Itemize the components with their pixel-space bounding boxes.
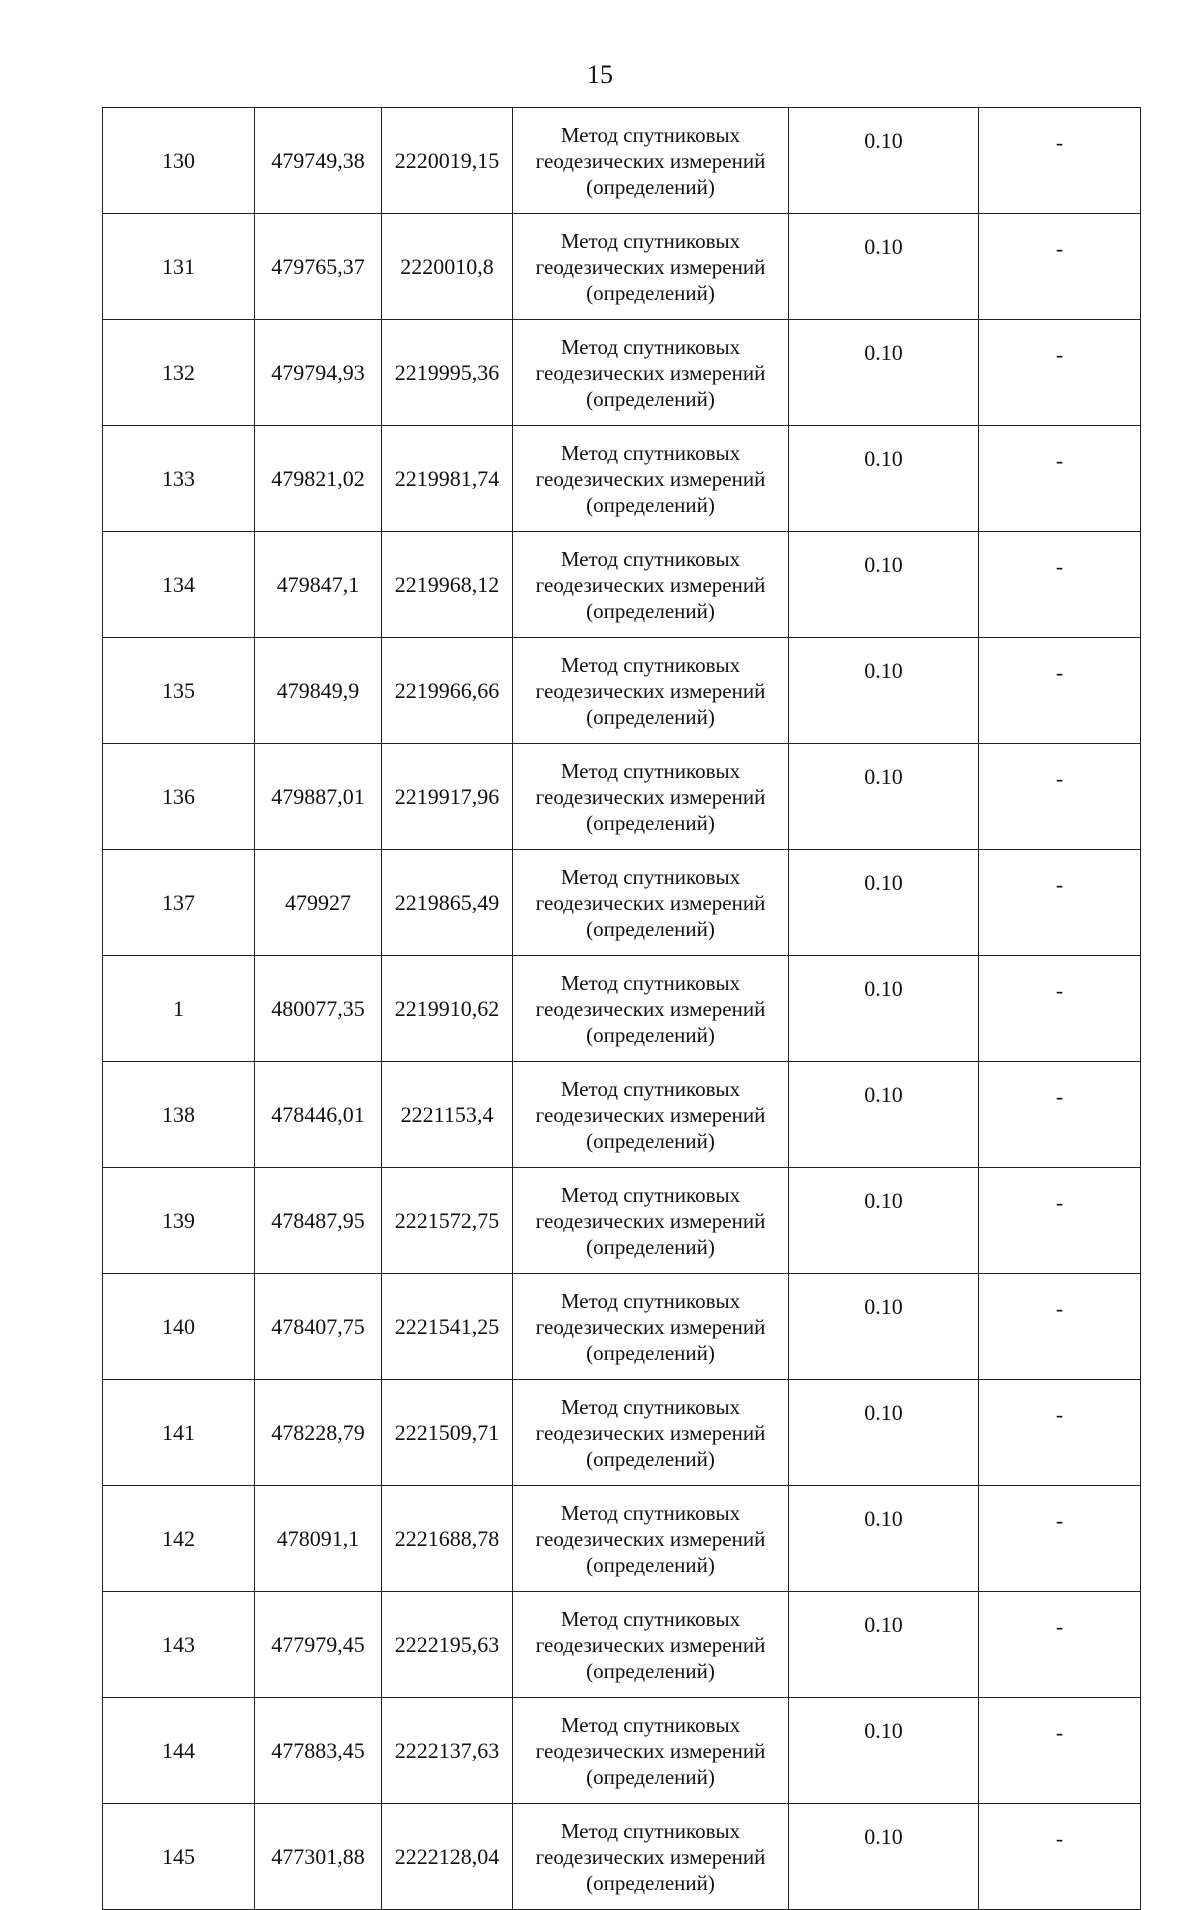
y-coordinate-cell: 2219865,49 <box>382 850 513 956</box>
description-cell: - <box>979 638 1141 744</box>
x-coordinate-cell: 479927 <box>255 850 382 956</box>
point-number-cell: 133 <box>103 426 255 532</box>
accuracy-cell: 0.10 <box>789 1592 979 1698</box>
table-row <box>103 426 1141 532</box>
method-cell: Метод спутниковых геодезических измерений (определений) <box>513 532 789 638</box>
y-coordinate-cell: 2222128,04 <box>382 1804 513 1910</box>
table-row <box>103 1804 1141 1910</box>
method-cell: Метод спутниковых геодезических измерений (определений) <box>513 214 789 320</box>
point-number-cell: 132 <box>103 320 255 426</box>
x-coordinate-cell: 477883,45 <box>255 1698 382 1804</box>
method-cell: Метод спутниковых геодезических измерений (определений) <box>513 744 789 850</box>
description-cell: - <box>979 320 1141 426</box>
y-coordinate-cell: 2219968,12 <box>382 532 513 638</box>
description-cell: - <box>979 108 1141 214</box>
accuracy-cell: 0.10 <box>789 956 979 1062</box>
method-cell: Метод спутниковых геодезических измерений (определений) <box>513 108 789 214</box>
method-cell: Метод спутниковых геодезических измерений (определений) <box>513 1274 789 1380</box>
x-coordinate-cell: 479821,02 <box>255 426 382 532</box>
table-row <box>103 1698 1141 1804</box>
description-cell: - <box>979 1486 1141 1592</box>
description-cell: - <box>979 1168 1141 1274</box>
table-row <box>103 850 1141 956</box>
x-coordinate-cell: 479794,93 <box>255 320 382 426</box>
accuracy-cell: 0.10 <box>789 1486 979 1592</box>
x-coordinate-cell: 477301,88 <box>255 1804 382 1910</box>
description-cell: - <box>979 850 1141 956</box>
y-coordinate-cell: 2219910,62 <box>382 956 513 1062</box>
x-coordinate-cell: 478091,1 <box>255 1486 382 1592</box>
point-number-cell: 130 <box>103 108 255 214</box>
accuracy-cell: 0.10 <box>789 638 979 744</box>
point-number-cell: 138 <box>103 1062 255 1168</box>
description-cell: - <box>979 1274 1141 1380</box>
method-cell: Метод спутниковых геодезических измерений (определений) <box>513 956 789 1062</box>
point-number-cell: 145 <box>103 1804 255 1910</box>
description-cell: - <box>979 1380 1141 1486</box>
y-coordinate-cell: 2221153,4 <box>382 1062 513 1168</box>
y-coordinate-cell: 2221509,71 <box>382 1380 513 1486</box>
table-row <box>103 1380 1141 1486</box>
description-cell: - <box>979 1592 1141 1698</box>
y-coordinate-cell: 2220010,8 <box>382 214 513 320</box>
y-coordinate-cell: 2221572,75 <box>382 1168 513 1274</box>
table-row <box>103 108 1141 214</box>
description-cell: - <box>979 744 1141 850</box>
x-coordinate-cell: 479887,01 <box>255 744 382 850</box>
table-row <box>103 638 1141 744</box>
y-coordinate-cell: 2219966,66 <box>382 638 513 744</box>
table-row <box>103 1168 1141 1274</box>
x-coordinate-cell: 479847,1 <box>255 532 382 638</box>
table-row <box>103 744 1141 850</box>
description-cell: - <box>979 956 1141 1062</box>
accuracy-cell: 0.10 <box>789 1698 979 1804</box>
y-coordinate-cell: 2219995,36 <box>382 320 513 426</box>
method-cell: Метод спутниковых геодезических измерений (определений) <box>513 320 789 426</box>
point-number-cell: 144 <box>103 1698 255 1804</box>
x-coordinate-cell: 478446,01 <box>255 1062 382 1168</box>
method-cell: Метод спутниковых геодезических измерений (определений) <box>513 1804 789 1910</box>
y-coordinate-cell: 2221688,78 <box>382 1486 513 1592</box>
method-cell: Метод спутниковых геодезических измерений (определений) <box>513 426 789 532</box>
y-coordinate-cell: 2219981,74 <box>382 426 513 532</box>
x-coordinate-cell: 477979,45 <box>255 1592 382 1698</box>
method-cell: Метод спутниковых геодезических измерений (определений) <box>513 1486 789 1592</box>
point-number-cell: 141 <box>103 1380 255 1486</box>
point-number-cell: 143 <box>103 1592 255 1698</box>
accuracy-cell: 0.10 <box>789 1168 979 1274</box>
page-number: 15 <box>587 60 613 89</box>
y-coordinate-cell: 2222137,63 <box>382 1698 513 1804</box>
point-number-cell: 1 <box>103 956 255 1062</box>
x-coordinate-cell: 479849,9 <box>255 638 382 744</box>
method-cell: Метод спутниковых геодезических измерений (определений) <box>513 638 789 744</box>
point-number-cell: 142 <box>103 1486 255 1592</box>
description-cell: - <box>979 532 1141 638</box>
point-number-cell: 139 <box>103 1168 255 1274</box>
method-cell: Метод спутниковых геодезических измерений (определений) <box>513 850 789 956</box>
description-cell: - <box>979 426 1141 532</box>
accuracy-cell: 0.10 <box>789 1380 979 1486</box>
x-coordinate-cell: 478487,95 <box>255 1168 382 1274</box>
accuracy-cell: 0.10 <box>789 1804 979 1910</box>
table-row <box>103 956 1141 1062</box>
table-row <box>103 1592 1141 1698</box>
point-number-cell: 135 <box>103 638 255 744</box>
accuracy-cell: 0.10 <box>789 108 979 214</box>
accuracy-cell: 0.10 <box>789 850 979 956</box>
description-cell: - <box>979 1698 1141 1804</box>
y-coordinate-cell: 2220019,15 <box>382 108 513 214</box>
method-cell: Метод спутниковых геодезических измерений (определений) <box>513 1168 789 1274</box>
table-row <box>103 1274 1141 1380</box>
table-row <box>103 1062 1141 1168</box>
coordinates-table <box>102 107 1141 1910</box>
x-coordinate-cell: 479765,37 <box>255 214 382 320</box>
accuracy-cell: 0.10 <box>789 1062 979 1168</box>
table-row <box>103 320 1141 426</box>
method-cell: Метод спутниковых геодезических измерений (определений) <box>513 1592 789 1698</box>
accuracy-cell: 0.10 <box>789 744 979 850</box>
description-cell: - <box>979 1804 1141 1910</box>
point-number-cell: 136 <box>103 744 255 850</box>
y-coordinate-cell: 2219917,96 <box>382 744 513 850</box>
point-number-cell: 140 <box>103 1274 255 1380</box>
coordinates-table-body <box>103 108 1141 1910</box>
table-row <box>103 1486 1141 1592</box>
x-coordinate-cell: 478407,75 <box>255 1274 382 1380</box>
y-coordinate-cell: 2222195,63 <box>382 1592 513 1698</box>
table-row <box>103 532 1141 638</box>
accuracy-cell: 0.10 <box>789 426 979 532</box>
method-cell: Метод спутниковых геодезических измерений (определений) <box>513 1698 789 1804</box>
description-cell: - <box>979 214 1141 320</box>
x-coordinate-cell: 478228,79 <box>255 1380 382 1486</box>
table-row <box>103 214 1141 320</box>
point-number-cell: 131 <box>103 214 255 320</box>
x-coordinate-cell: 479749,38 <box>255 108 382 214</box>
accuracy-cell: 0.10 <box>789 532 979 638</box>
point-number-cell: 134 <box>103 532 255 638</box>
accuracy-cell: 0.10 <box>789 320 979 426</box>
description-cell: - <box>979 1062 1141 1168</box>
method-cell: Метод спутниковых геодезических измерений (определений) <box>513 1380 789 1486</box>
x-coordinate-cell: 480077,35 <box>255 956 382 1062</box>
accuracy-cell: 0.10 <box>789 1274 979 1380</box>
point-number-cell: 137 <box>103 850 255 956</box>
accuracy-cell: 0.10 <box>789 214 979 320</box>
y-coordinate-cell: 2221541,25 <box>382 1274 513 1380</box>
method-cell: Метод спутниковых геодезических измерений (определений) <box>513 1062 789 1168</box>
